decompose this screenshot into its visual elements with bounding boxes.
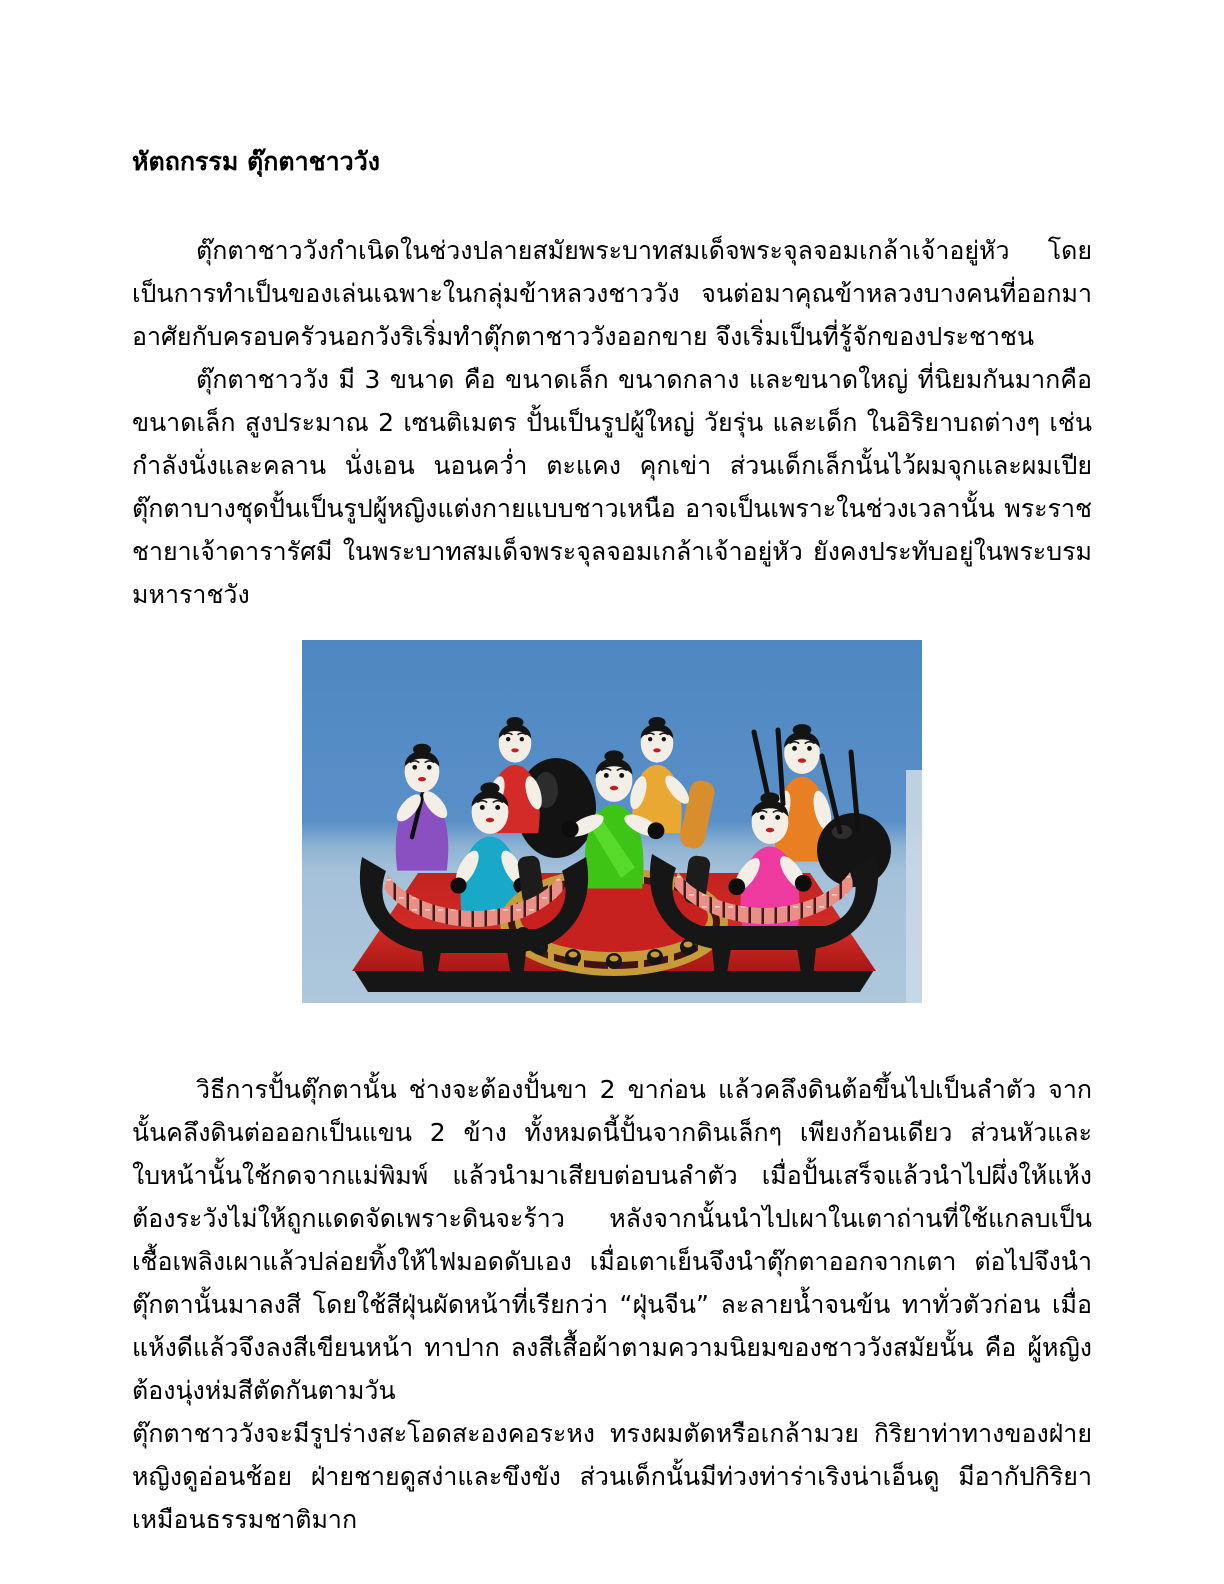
paragraph-process: วิธีการปั้นตุ๊กตานั้น ช่างจะต้องปั้นขา 2 ขาก่อน แล้วคลึงดินต้อขึ้นไปเป็นลำตัว จากนั้นคลึงดินต่อออกเป็นแขน 2 ข้าง ทั้งหมดนี้ปั้นจากดินเล็กๆ เพียงก้อนเดียว ส่วนหัวและใบหน้านั้นใช้กดจากแม่พิมพ์ แล้วนำมาเสียบต่อบนลำตัว เมื่อปั้นเสร็จแล้วนำไปผึ่งให้แห้ง ต้องระวังไม่ให้ถูกแดดจัดเพราะดินจะร้าว หลังจากนั้นนำไปเผาในเตาถ่านที่ใช้แกลบเป็นเชื้อเพลิงเผาแล้วปล่อยทิ้งให้ไฟมอดดับเอง เมื่อเตาเย็นจึงนำตุ๊กตาออกจากเตา ต่อไปจึงนำตุ๊กตานั้นมาลงสี โดยใช้สีฝุ่นผัดหน้าที่เรียกว่า “ฝุ่นจีน” ละลายน้ำจนข้น ทาทั่วตัวก่อน เมื่อแห้งดีแล้วจึงลงสีเขียนหน้า ทาปาก ลงสีเสื้อผ้าตามความนิยมของชาววังสมัยนั้น คือ ผู้หญิงต้องนุ่งห่มสีตัดกันตามวัน (132, 1075, 1092, 1405)
paragraph-origin: ตุ๊กตาชาววังกำเนิดในช่วงปลายสมัยพระบาทสมเด็จพระจุลจอมเกล้าเจ้าอยู่หัว โดยเป็นการทำเป็นของเล่นเฉพาะในกลุ่มข้าหลวงชาววัง จนต่อมาคุณข้าหลวงบางคนที่ออกมาอาศัยกับครอบครัวนอกวังริเริ่มทำตุ๊กตาชาววังออกขาย จึงเริ่มเป็นที่รู้จักของประชาชน (132, 236, 1092, 351)
paragraph-sizes: ตุ๊กตาชาววัง มี 3 ขนาด คือ ขนาดเล็ก ขนาดกลาง และขนาดใหญ่ ที่นิยมกันมากคือขนาดเล็ก สูงประมาณ 2 เซนติเมตร ปั้นเป็นรูปผู้ใหญ่ วัยรุ่น และเด็ก ในอิริยาบถต่างๆ เช่น กำลังนั่งและคลาน นั่งเอน นอนคว่ำ ตะแคง คุกเข่า ส่วนเด็กเล็กนั้นไว้ผมจุกและผมเปีย ตุ๊กตาบางชุดปั้นเป็นรูปผู้หญิงแต่งกายแบบชาวเหนือ อาจเป็นเพราะในช่วงเวลานั้น พระราชชายาเจ้าดารารัศมี ในพระบาทสมเด็จพระจุลจอมเกล้าเจ้าอยู่หัว ยังคงประทับอยู่ในพระบรมมหาราชวัง (132, 365, 1092, 609)
document-content (132, 0, 1092, 1541)
backdrop-edge-strip (906, 770, 922, 1003)
page-title: หัตถกรรม ตุ๊กตาชาววัง (132, 147, 380, 176)
palace-dolls-illustration (302, 640, 922, 1003)
paragraph-appearance: ตุ๊กตาชาววังจะมีรูปร่างสะโอดสะองคอระหง ทรงผมตัดหรือเกล้ามวย กิริยาท่าทางของฝ่ายหญิงดูอ่อนช้อย ฝ่ายชายดูสง่าและขึงขัง ส่วนเด็กนั้นมีท่วงท่าร่าเริงน่าเอ็นดู มีอากัปกิริยาเหมือนธรรมชาติมาก (132, 1419, 1092, 1534)
palace-dolls-photo (302, 640, 922, 1003)
